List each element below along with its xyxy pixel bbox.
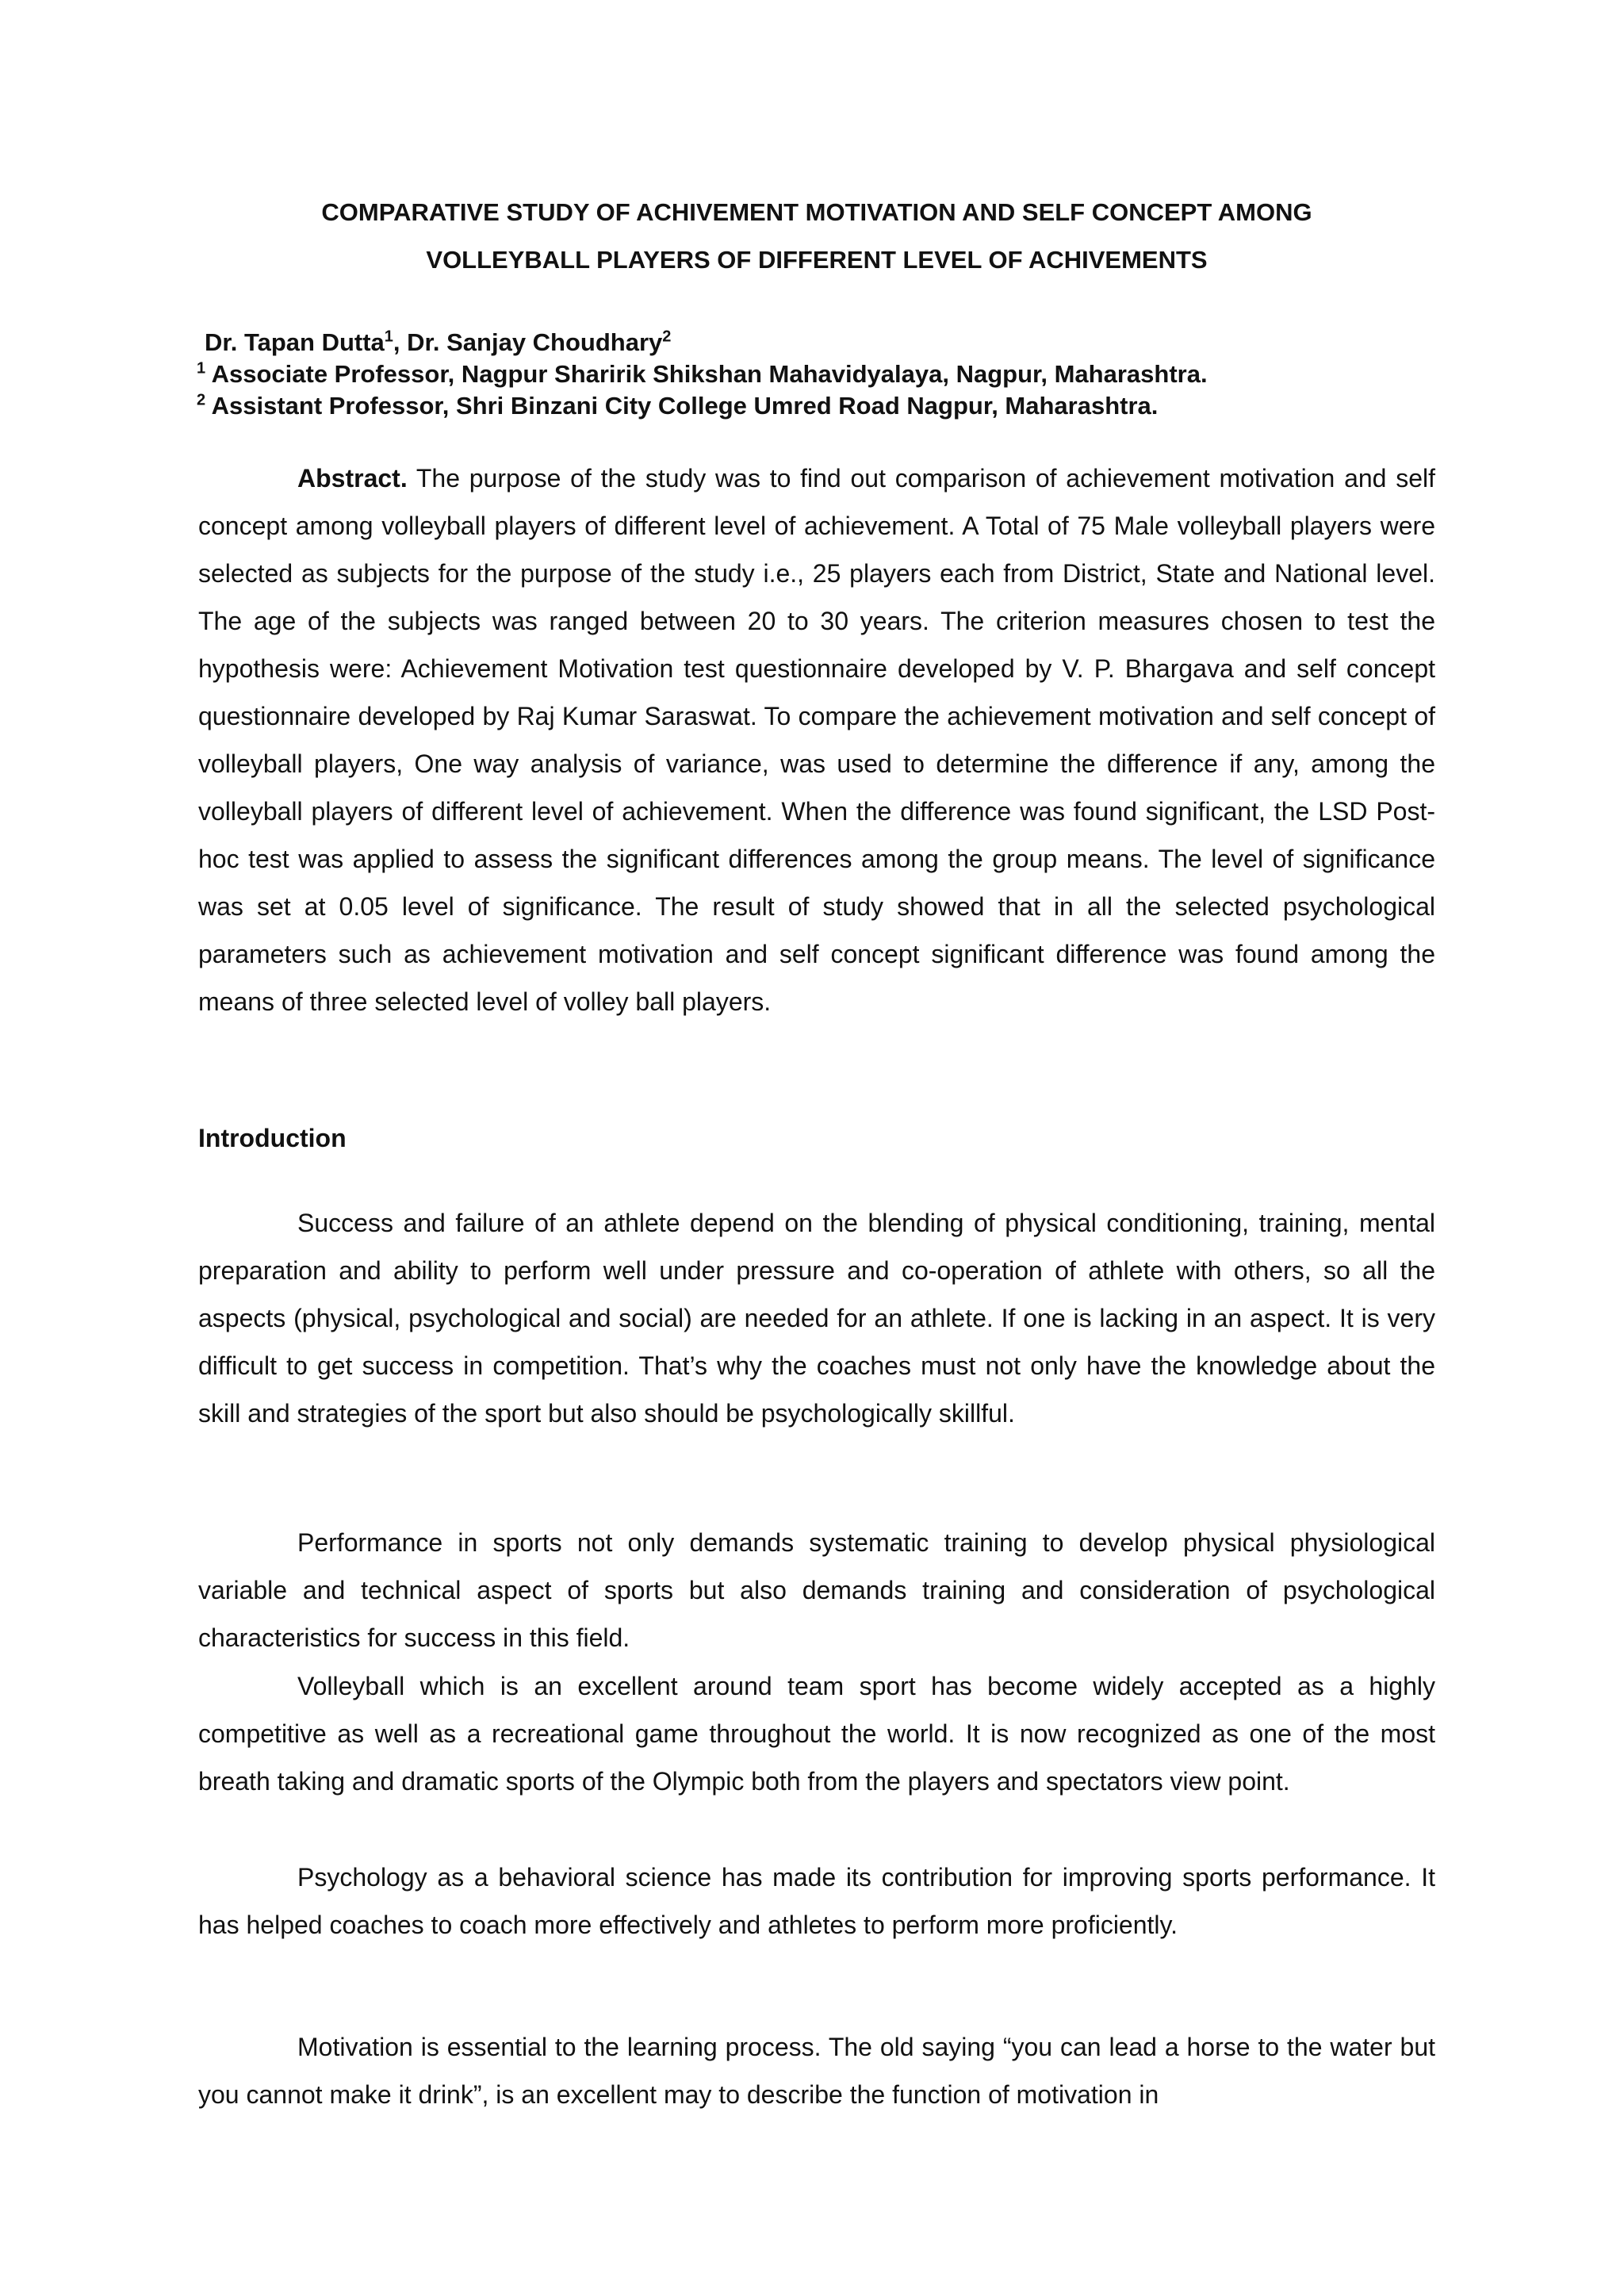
affiliation-1 bbox=[197, 358, 1434, 390]
abstract-label: Abstract. bbox=[297, 464, 408, 493]
title-line-1: COMPARATIVE STUDY OF ACHIVEMENT MOTIVATION AND SELF CONCEPT AMONG bbox=[321, 198, 1312, 226]
affiliation-1-number: 1 bbox=[197, 359, 206, 378]
author-separator: , bbox=[393, 328, 408, 356]
intro-paragraph-2: Performance in sports not only demands systematic training to develop physical physiological variable and technical aspect of sports but also demands training and consideration of psychological characteristics for success in this field. bbox=[198, 1528, 1435, 1652]
intro-paragraph-3: Volleyball which is an excellent around team sport has become widely accepted as a highly competitive as well as a recreational game throughout the world. It is now recognized as one of the most breath taking and dramatic sports of the Olympic both from the players and spectators view point. bbox=[198, 1672, 1435, 1796]
author-block bbox=[197, 327, 1434, 422]
intro-paragraph-5: Motivation is essential to the learning process. The old saying “you can lead a horse to the water but you cannot make it drink”, is an excellent may to describe the function of motivation in bbox=[198, 2033, 1435, 2109]
introduction-heading: Introduction bbox=[198, 1124, 347, 1152]
intro-paragraph-4: Psychology as a behavioral science has made its contribution for improving sports performance. It has helped coaches to coach more effectively and athletes to perform more proficiently. bbox=[198, 1863, 1435, 1939]
author-name-1: Dr. Tapan Dutta bbox=[205, 328, 385, 356]
affiliation-2 bbox=[197, 390, 1434, 422]
author-sup-2: 2 bbox=[662, 328, 672, 346]
author-sup-1: 1 bbox=[384, 328, 393, 346]
author-name-2: Dr. Sanjay Choudhary bbox=[407, 328, 663, 356]
author-names bbox=[197, 327, 1434, 358]
title-line-2: VOLLEYBALL PLAYERS OF DIFFERENT LEVEL OF ACHIVEMENTS bbox=[426, 246, 1208, 274]
abstract-paragraph bbox=[198, 454, 1435, 1025]
paper-title bbox=[198, 189, 1435, 284]
affiliation-2-number: 2 bbox=[197, 391, 206, 409]
abstract-text: The purpose of the study was to find out comparison of achievement motivation and self concept among volleyball players of different level of achievement. A Total of 75 Male volleyball players were selected as subjects for the purpose of the study i.e., 25 players each from District, State and National level. The age of the subjects was ranged between 20 to 30 years. The criterion measures chosen to test the hypothesis were: Achievement Motivation test questionnaire developed by V. P. Bhargava and self concept questionnaire developed by Raj Kumar Saraswat. To compare the achievement motivation and self concept of volleyball players, One way analysis of variance, was used to determine the difference if any, among the volleyball players of different level of achievement. When the difference was found significant, the LSD Post-hoc test was applied to assess the significant differences among the group means. The level of significance was set at 0.05 level of significance. The result of study showed that in all the selected psychological parameters such as achievement motivation and self concept significant difference was found among the means of three selected level of volley ball players. bbox=[198, 464, 1435, 1016]
intro-paragraph-1: Success and failure of an athlete depend on the blending of physical conditioning, training, mental preparation and ability to perform well under pressure and co-operation of athlete with others, so all the aspects (physical, psychological and social) are needed for an athlete. If one is lacking in an aspect. It is very difficult to get success in competition. That’s why the coaches must not only have the knowledge about the skill and strategies of the sport but also should be psychologically skillful. bbox=[198, 1209, 1435, 1428]
affiliation-2-text: Assistant Professor, Shri Binzani City College Umred Road Nagpur, Maharashtra. bbox=[211, 392, 1159, 420]
affiliation-1-text: Associate Professor, Nagpur Sharirik Shikshan Mahavidyalaya, Nagpur, Maharashtra. bbox=[211, 360, 1208, 388]
